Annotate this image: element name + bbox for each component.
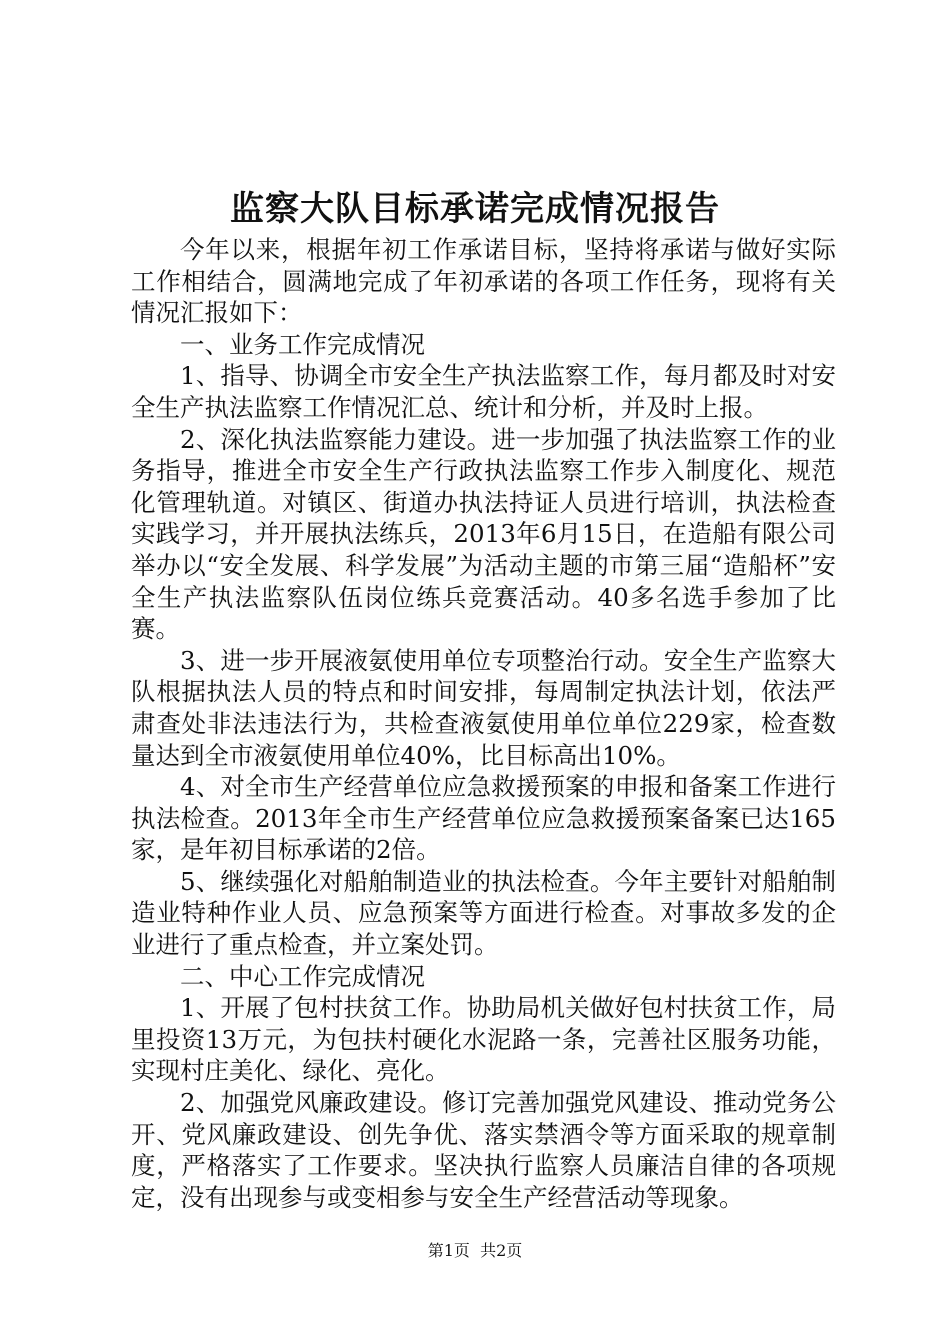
paragraph-item: 1、开展了包村扶贫工作。协助局机关做好包村扶贫工作，局里投资13万元，为包扶村硬化水泥路一条，完善社区服务功能，实现村庄美化、绿化、亮化。 (131, 993, 836, 1086)
paragraph-item: 2、加强党风廉政建设。修订完善加强党风建设、推动党务公开、党风廉政建设、创先争优、落实禁酒令等方面采取的规章制度，严格落实了工作要求。坚决执行监察人员廉洁自律的各项规定，没有出现参与或变相参与安全生产经营活动等现象。 (131, 1088, 836, 1212)
intro-paragraph: 今年以来，根据年初工作承诺目标，坚持将承诺与做好实际工作相结合，圆满地完成了年初承诺的各项工作任务，现将有关情况汇报如下： (131, 235, 836, 328)
section-heading-central-work: 二、中心工作完成情况 (180, 961, 425, 991)
paragraph-item: 4、对全市生产经营单位应急救援预案的申报和备案工作进行执法检查。2013年全市生产经营单位应急救援预案备案已达165家，是年初目标承诺的2倍。 (131, 772, 836, 865)
paragraph-item: 1、指导、协调全市安全生产执法监察工作，每月都及时对安全生产执法监察工作情况汇总、统计和分析，并及时上报。 (131, 361, 836, 422)
document-title: 监察大队目标承诺完成情况报告 (230, 189, 720, 229)
page-number-footer: 第1页 共2页 (427, 1241, 523, 1260)
document-body (131, 234, 836, 1213)
section-heading-business-work: 一、业务工作完成情况 (180, 329, 425, 359)
paragraph-item: 5、继续强化对船舶制造业的执法检查。今年主要针对船舶制造业特种作业人员、应急预案等方面进行检查。对事故多发的企业进行了重点检查，并立案处罚。 (131, 866, 836, 960)
paragraph-item: 3、进一步开展液氨使用单位专项整治行动。安全生产监察大队根据执法人员的特点和时间安排，每周制定执法计划，依法严肃查处非法违法行为，共检查液氨使用单位单位229家，检查数量达到全市液氨使用单位40%，比目标高出10%。 (131, 645, 836, 770)
paragraph-item: 2、深化执法监察能力建设。进一步加强了执法监察工作的业务指导，推进全市安全生产行政执法监察工作步入制度化、规范化管理轨道。对镇区、街道办执法持证人员进行培训，执法检查实践学习，并开展执法练兵，2013年6月15日，在造船有限公司举办以“安全发展、科学发展”为活动主题的市第三届“造船杯”安全生产执法监察队伍岗位练兵竞赛活动。40多名选手参加了比赛。 (131, 424, 836, 644)
